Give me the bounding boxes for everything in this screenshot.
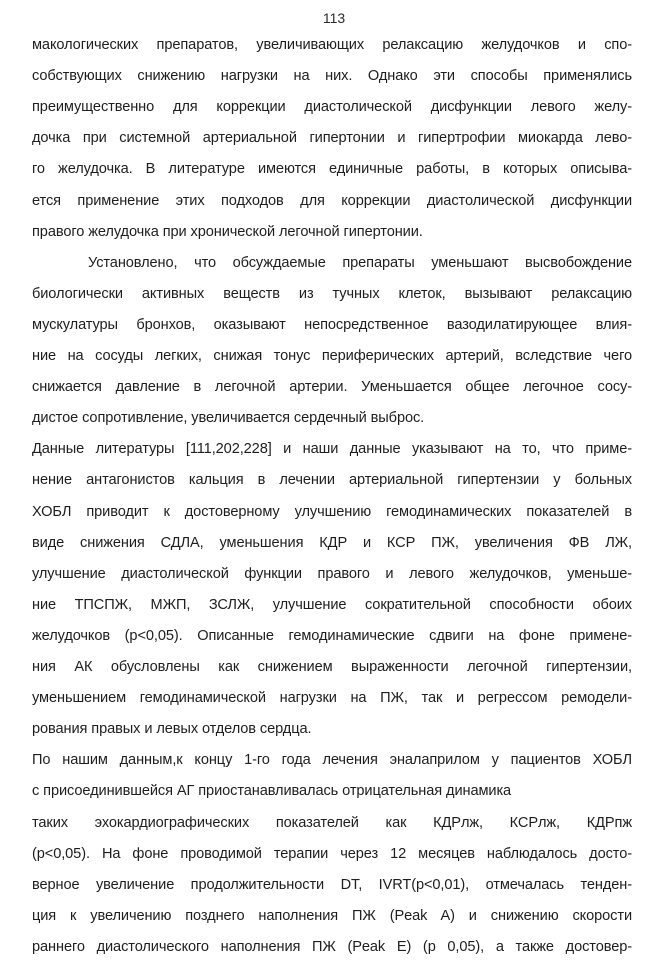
text-line: снижается давление в легочной артерии. Уменьшается общее легочное сосу- [32, 379, 632, 396]
text-line: собствующих снижению нагрузки на них. Однако эти способы применялись [32, 68, 632, 85]
text-line: го желудочка. В литературе имеются единичные работы, в которых описыва- [32, 161, 632, 178]
text-line: ция к увеличению позднего наполнения ПЖ (Peak A) и снижению скорости [32, 907, 632, 924]
text-line: правого желудочка при хронической легочной гипертонии. [32, 223, 423, 240]
text-line: преимущественно для коррекции диастолической дисфункции левого желу- [32, 99, 632, 116]
text-line: дистое сопротивление, увеличивается сердечный выброс. [32, 410, 425, 427]
text-line: виде снижения СДЛА, уменьшения КДР и КСР ПЖ, увеличения ФВ ЛЖ, [32, 534, 632, 551]
text-line: уменьшением гемодинамической нагрузки на ПЖ, так и регрессом ремодели- [32, 690, 632, 707]
text-line: нение антагонистов кальция в лечении артериальной гипертензии у больных [32, 472, 632, 489]
text-line: ние ТПСПЖ, МЖП, ЗСЛЖ, улучшение сократительной способности обоих [32, 596, 632, 613]
text-line: ние на сосуды легких, снижая тонус периферических артерий, вследствие чего [32, 348, 632, 364]
text-line: верное увеличение продолжительности DT, IVRT(р<0,01), отмечалась тенден- [32, 876, 632, 893]
text-line: Данные литературы [111,202,228] и наши данные указывают на то, что приме- [32, 441, 632, 458]
text-line: По нашим данным,к концу 1-го года лечения эналаприлом у пациентов ХОБЛ [32, 752, 632, 769]
text-line: ется применение этих подходов для коррекции диастолической дисфункции [32, 192, 632, 209]
text-line: макологических препаратов, увеличивающих релаксацию желудочков и спо- [32, 37, 632, 53]
text-line: ния АК обусловлены как снижением выраженности легочной гипертензии, [32, 659, 632, 675]
text-line: раннего диастолического наполнения ПЖ (Peak E) (р 0,05), а также достовер- [32, 938, 632, 955]
text-line: (р<0,05). На фоне проводимой терапии через 12 месяцев наблюдалось досто- [32, 845, 632, 862]
text-line: ХОБЛ приводит к достоверному улучшению гемодинамических показателей в [32, 503, 632, 520]
text-line: улучшение диастолической функции правого и левого желудочков, уменьше- [32, 565, 632, 582]
text-line: таких эхокардиографических показателей как КДРлж, КСРлж, КДРпж [32, 814, 632, 831]
text-line: с присоединившейся АГ приостанавливалась отрицательная динамика [32, 783, 512, 800]
text-line: биологически активных веществ из тучных клеток, вызывают релаксацию [32, 285, 632, 302]
text-line: Установлено, что обсуждаемые препараты уменьшают высвобождение [88, 254, 632, 271]
page-number: 113 [322, 10, 346, 26]
text-line: рования правых и левых отделов сердца. [32, 721, 312, 738]
text-line: мускулатуры бронхов, оказывают непосредственное вазодилатирующее влия- [32, 316, 632, 333]
text-line: желудочков (p<0,05). Описанные гемодинамические сдвиги на фоне примене- [32, 627, 632, 644]
text-line: дочка при системной артериальной гипертонии и гипертрофии миокарда лево- [32, 130, 632, 147]
